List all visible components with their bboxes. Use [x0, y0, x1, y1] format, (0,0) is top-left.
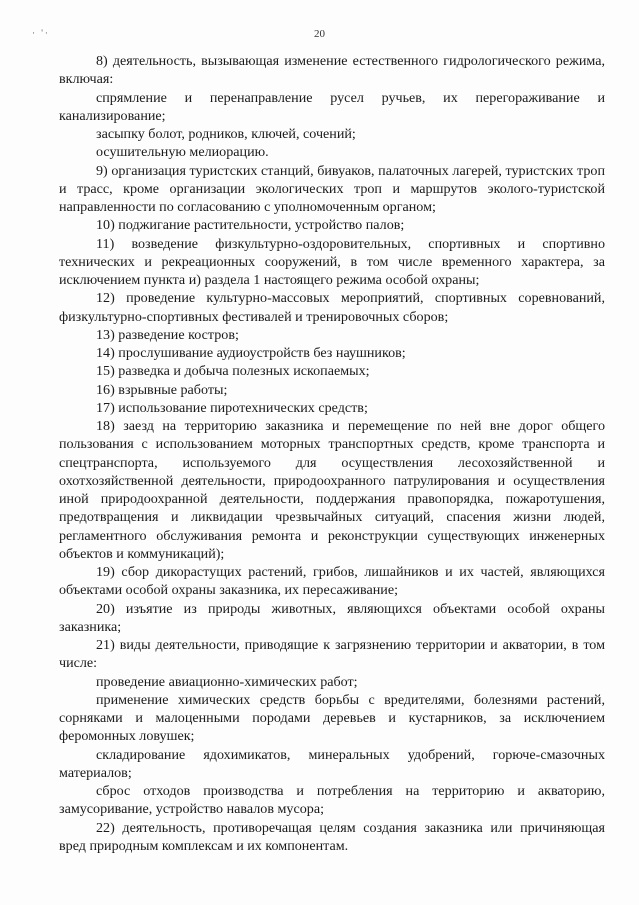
paragraph-item-20: 20) изъятие из природы животных, являющихся объектами особой охраны заказника;: [59, 600, 605, 635]
paragraph-subitem: применение химических средств борьбы с вредителями, болезнями растений, сорняками и малоценными породами деревьев и кустарников, за исключением феромонных ловушек;: [59, 691, 605, 745]
paragraph-subitem: спрямление и перенаправление русел ручьев, их перегораживание и канализирование;: [59, 89, 605, 124]
scan-corner-marks: · '·: [32, 28, 50, 38]
paragraph-item-22: 22) деятельность, противоречащая целям создания заказника или причиняющая вред природным комплексам и их компонентам.: [59, 819, 605, 854]
paragraph-item-15: 15) разведка и добыча полезных ископаемых;: [96, 363, 370, 380]
paragraph-subitem: осушительную мелиорацию.: [96, 144, 269, 161]
paragraph-item-16: 16) взрывные работы;: [96, 381, 228, 398]
document-body: [59, 52, 605, 855]
paragraph-item-14: 14) прослушивание аудиоустройств без наушников;: [96, 345, 406, 361]
paragraph-item-19: 19) сбор дикорастущих растений, грибов, лишайников и их частей, являющихся объектами особой охраны заказника, их пересаживание;: [59, 564, 605, 599]
paragraph-subitem: проведение авиационно-химических работ;: [96, 673, 358, 690]
paragraph-item-10: 10) поджигание растительности, устройство палов;: [96, 217, 405, 234]
paragraph-item-11: 11) возведение физкультурно-оздоровительных, спортивных и спортивно технических и рекреационных сооружений, в том числе временного характера, за исключением пункта и) раздела 1 настоящего режима особой охраны;: [59, 235, 605, 288]
paragraph-item-9: 9) организация туристских станций, бивуаков, палаточных лагерей, туристских троп и трасс, кроме организации экологических троп и маршрутов эколого-туристской направленности по согласованию с уполномоченным органом;: [59, 162, 605, 215]
paragraph-item-12: 12) проведение культурно-массовых мероприятий, спортивных соревнований, физкультурно-спортивных фестивалей и тренировочных сборов;: [59, 290, 605, 325]
paragraph-item-17: 17) использование пиротехнических средств;: [96, 399, 368, 416]
paragraph-subitem: складирование ядохимикатов, минеральных удобрений, горюче-смазочных материалов;: [59, 746, 605, 781]
paragraph-item-8: 8) деятельность, вызывающая изменение естественного гидрологического режима, включая:: [59, 53, 605, 88]
paragraph-subitem: сброс отходов производства и потребления на территорию и акваторию, замусоривание, устройство навалов мусора;: [59, 783, 605, 818]
paragraph-item-21: 21) виды деятельности, приводящие к загрязнению территории и акватории, в том числе:: [59, 637, 605, 672]
paragraph-item-18: 18) заезд на территорию заказника и перемещение по ней вне дорог общего пользования с использованием моторных транспортных средств, кроме транспорта и спецтранспорта, используемого для осуществления лесохозяйственной и охотхозяйственной деятельности, природоохранного патрулирования и осуществления иной природоохранной деятельности, поддержания правопорядка, пожаротушения, предотвращения и ликвидации чрезвычайных ситуаций, спасения жизни людей, регламентного обслуживания ремонта и реконструкции существующих инженерных объектов и коммуникаций);: [59, 418, 605, 562]
paragraph-subitem: засыпку болот, родников, ключей, сочений;: [96, 126, 356, 142]
paragraph-item-13: 13) разведение костров;: [96, 326, 239, 343]
page-number: 20: [314, 28, 325, 40]
